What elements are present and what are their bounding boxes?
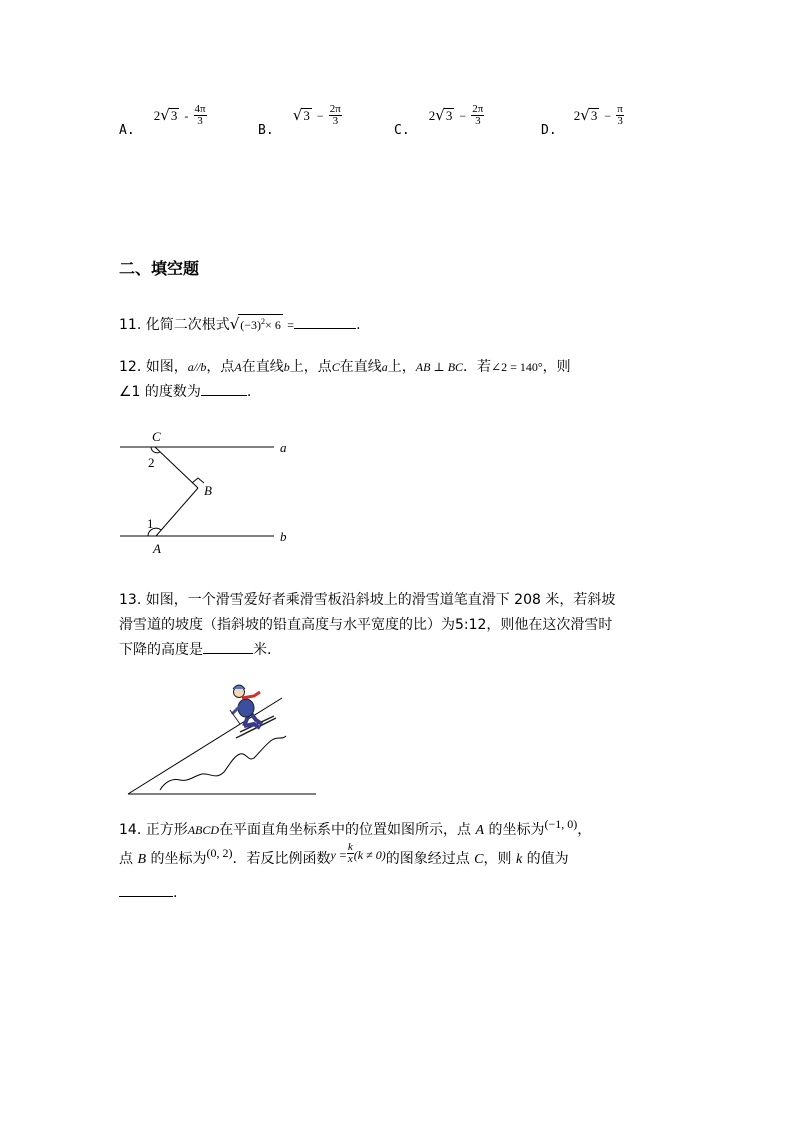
label-c: C [152, 429, 161, 444]
radical-sign: √ [160, 106, 170, 124]
radical-sign: √ [580, 106, 590, 124]
question-11 [119, 312, 361, 338]
q14-coord-a: (−1, 0) [544, 817, 578, 831]
question-13 [119, 588, 615, 663]
option-b-letter: B. [258, 123, 274, 138]
q13-line1-text: 如图，一个滑雪爱好者乘滑雪板沿斜坡上的滑雪道笔直滑下 208 米，若斜坡 [145, 592, 616, 608]
option-c-coef: 2 [428, 108, 436, 123]
option-a [119, 103, 207, 138]
q12-point-c: C [331, 360, 340, 374]
q12-t8: ，则 [542, 359, 571, 375]
q12-parallel: a//b [187, 360, 207, 374]
option-d-num: π [617, 103, 623, 115]
q12-answer-blank [201, 383, 247, 396]
q12-line2-text: ∠1 的度数为 [119, 384, 201, 400]
question-12 [119, 355, 571, 405]
q14-square-name: ABCD [187, 823, 220, 837]
option-b-den: 3 [332, 115, 339, 127]
option-a-letter: A. [119, 123, 135, 138]
label-b-point: B [204, 483, 212, 498]
q12-line-b: b [283, 360, 290, 374]
label-1: 1 [147, 516, 154, 531]
option-b-radicand: 3 [303, 108, 310, 123]
q12-point-a: A [234, 360, 242, 374]
option-c-num: 2π [472, 103, 484, 115]
q12-line2 [119, 380, 571, 405]
option-a-radicand: 3 [170, 108, 178, 123]
q14-l2-t4: 的图象经过点 [385, 851, 475, 867]
option-a-minus: - [184, 109, 189, 123]
q13-unit: 米. [253, 642, 272, 658]
segment-ba [156, 488, 198, 536]
q12-t1: 如图， [145, 359, 188, 375]
label-b-line: b [280, 529, 287, 544]
q13-answer-blank [203, 641, 253, 654]
q12-angle2: ∠2 = 140° [491, 360, 543, 374]
section-heading: 二、填空题 [119, 259, 200, 278]
q13-number: 13. [119, 592, 142, 608]
label-a-line: a [280, 440, 287, 455]
q12-t4: 上，点 [289, 359, 332, 375]
option-d-fraction [616, 104, 624, 127]
q14-func-y: y = [330, 848, 347, 862]
q14-t3: 的坐标为 [484, 822, 545, 838]
q13-line3-text: 下降的高度是 [119, 642, 203, 658]
q12-line-a: a [381, 360, 388, 374]
option-a-num: 4π [194, 103, 206, 115]
q12-t3: 在直线 [241, 359, 284, 375]
q12-number: 12. [119, 359, 142, 375]
q14-line1 [119, 818, 591, 847]
option-b [258, 103, 342, 138]
option-a-coef: 2 [153, 108, 161, 123]
q14-point-a: A [475, 823, 485, 838]
q14-point-b: B [137, 852, 147, 867]
q14-l2-t5: ，则 [483, 851, 516, 867]
option-d-radicand: 3 [590, 108, 598, 123]
q13-line1 [119, 588, 615, 613]
q14-t1: 正方形 [145, 822, 188, 838]
q11-number: 11. [119, 317, 142, 333]
option-c [394, 103, 484, 138]
label-2: 2 [148, 455, 155, 470]
skier-icon [230, 685, 276, 738]
q14-l2-t6: 的值为 [522, 851, 569, 867]
option-d [541, 103, 624, 138]
label-a-point: A [153, 541, 161, 556]
option-d-minus: − [604, 109, 612, 123]
option-b-fraction [329, 104, 342, 127]
option-b-minus: − [316, 109, 324, 123]
q14-number: 14. [119, 822, 142, 838]
q14-func-x: x [347, 852, 353, 865]
q12-perpendicular: AB ⊥ BC [415, 360, 464, 374]
q13-line2: 滑雪道的坡度（指斜坡的铅直高度与水平宽度的比）为5:12，则他在这次滑雪时 [119, 617, 613, 633]
q14-func-cond: (k ≠ 0) [353, 848, 386, 862]
right-angle-mark [192, 478, 204, 483]
option-c-letter: C. [394, 123, 410, 138]
q11-rest: × 6 [265, 318, 281, 332]
q12-end: . [246, 384, 252, 400]
q14-l2-t2: 的坐标为 [146, 851, 207, 867]
q12-t7: ．若 [463, 359, 492, 375]
option-d-den: 3 [617, 115, 623, 127]
option-c-minus: − [459, 109, 467, 123]
q11-text: 化简二次根式 [145, 317, 230, 333]
option-d-letter: D. [541, 123, 557, 138]
radical-sign: √ [435, 106, 445, 124]
q11-end: . [356, 317, 361, 333]
q14-t4: ， [577, 822, 592, 838]
q11-base: (−3) [240, 318, 262, 332]
radical-sign: √ [292, 106, 303, 124]
option-c-den: 3 [475, 115, 481, 127]
q14-l2-t3: ．若反比例函数 [232, 851, 331, 867]
option-d-coef: 2 [573, 108, 581, 123]
slope-incline [128, 698, 282, 794]
q12-t2: ，点 [206, 359, 235, 375]
q14-k: k [515, 852, 523, 867]
q14-line3 [119, 881, 591, 906]
question-14 [119, 818, 591, 906]
option-a-den: 3 [197, 115, 203, 127]
option-b-num: 2π [329, 103, 341, 115]
option-c-fraction [471, 104, 484, 127]
q12-line1 [119, 355, 571, 380]
q12-t5: 在直线 [339, 359, 382, 375]
q11-answer-blank [294, 316, 356, 329]
q12-figure [110, 425, 310, 560]
q11-equals: = [287, 318, 295, 332]
radical-sign: √ [229, 315, 240, 333]
segment-cb [155, 447, 198, 488]
q13-line3 [119, 638, 615, 663]
q14-func-fraction [347, 842, 354, 865]
q11-exponent: 2 [261, 317, 266, 326]
q14-coord-b: (0, 2) [206, 846, 233, 860]
q14-t2: 在平面直角坐标系中的位置如图所示，点 [219, 822, 476, 838]
q11-radicand [238, 314, 283, 332]
q14-l2-t1: 点 [119, 851, 138, 867]
q14-func-k: k [347, 840, 353, 853]
q13-figure [120, 678, 325, 800]
option-c-radicand: 3 [445, 108, 453, 123]
q14-answer-blank [119, 884, 173, 897]
option-a-fraction [194, 104, 207, 127]
q14-point-c: C [474, 852, 484, 867]
mountain-silhouette [160, 736, 286, 790]
q12-t6: 上， [387, 359, 416, 375]
q14-line2 [119, 840, 591, 881]
q14-end: . [173, 885, 178, 901]
